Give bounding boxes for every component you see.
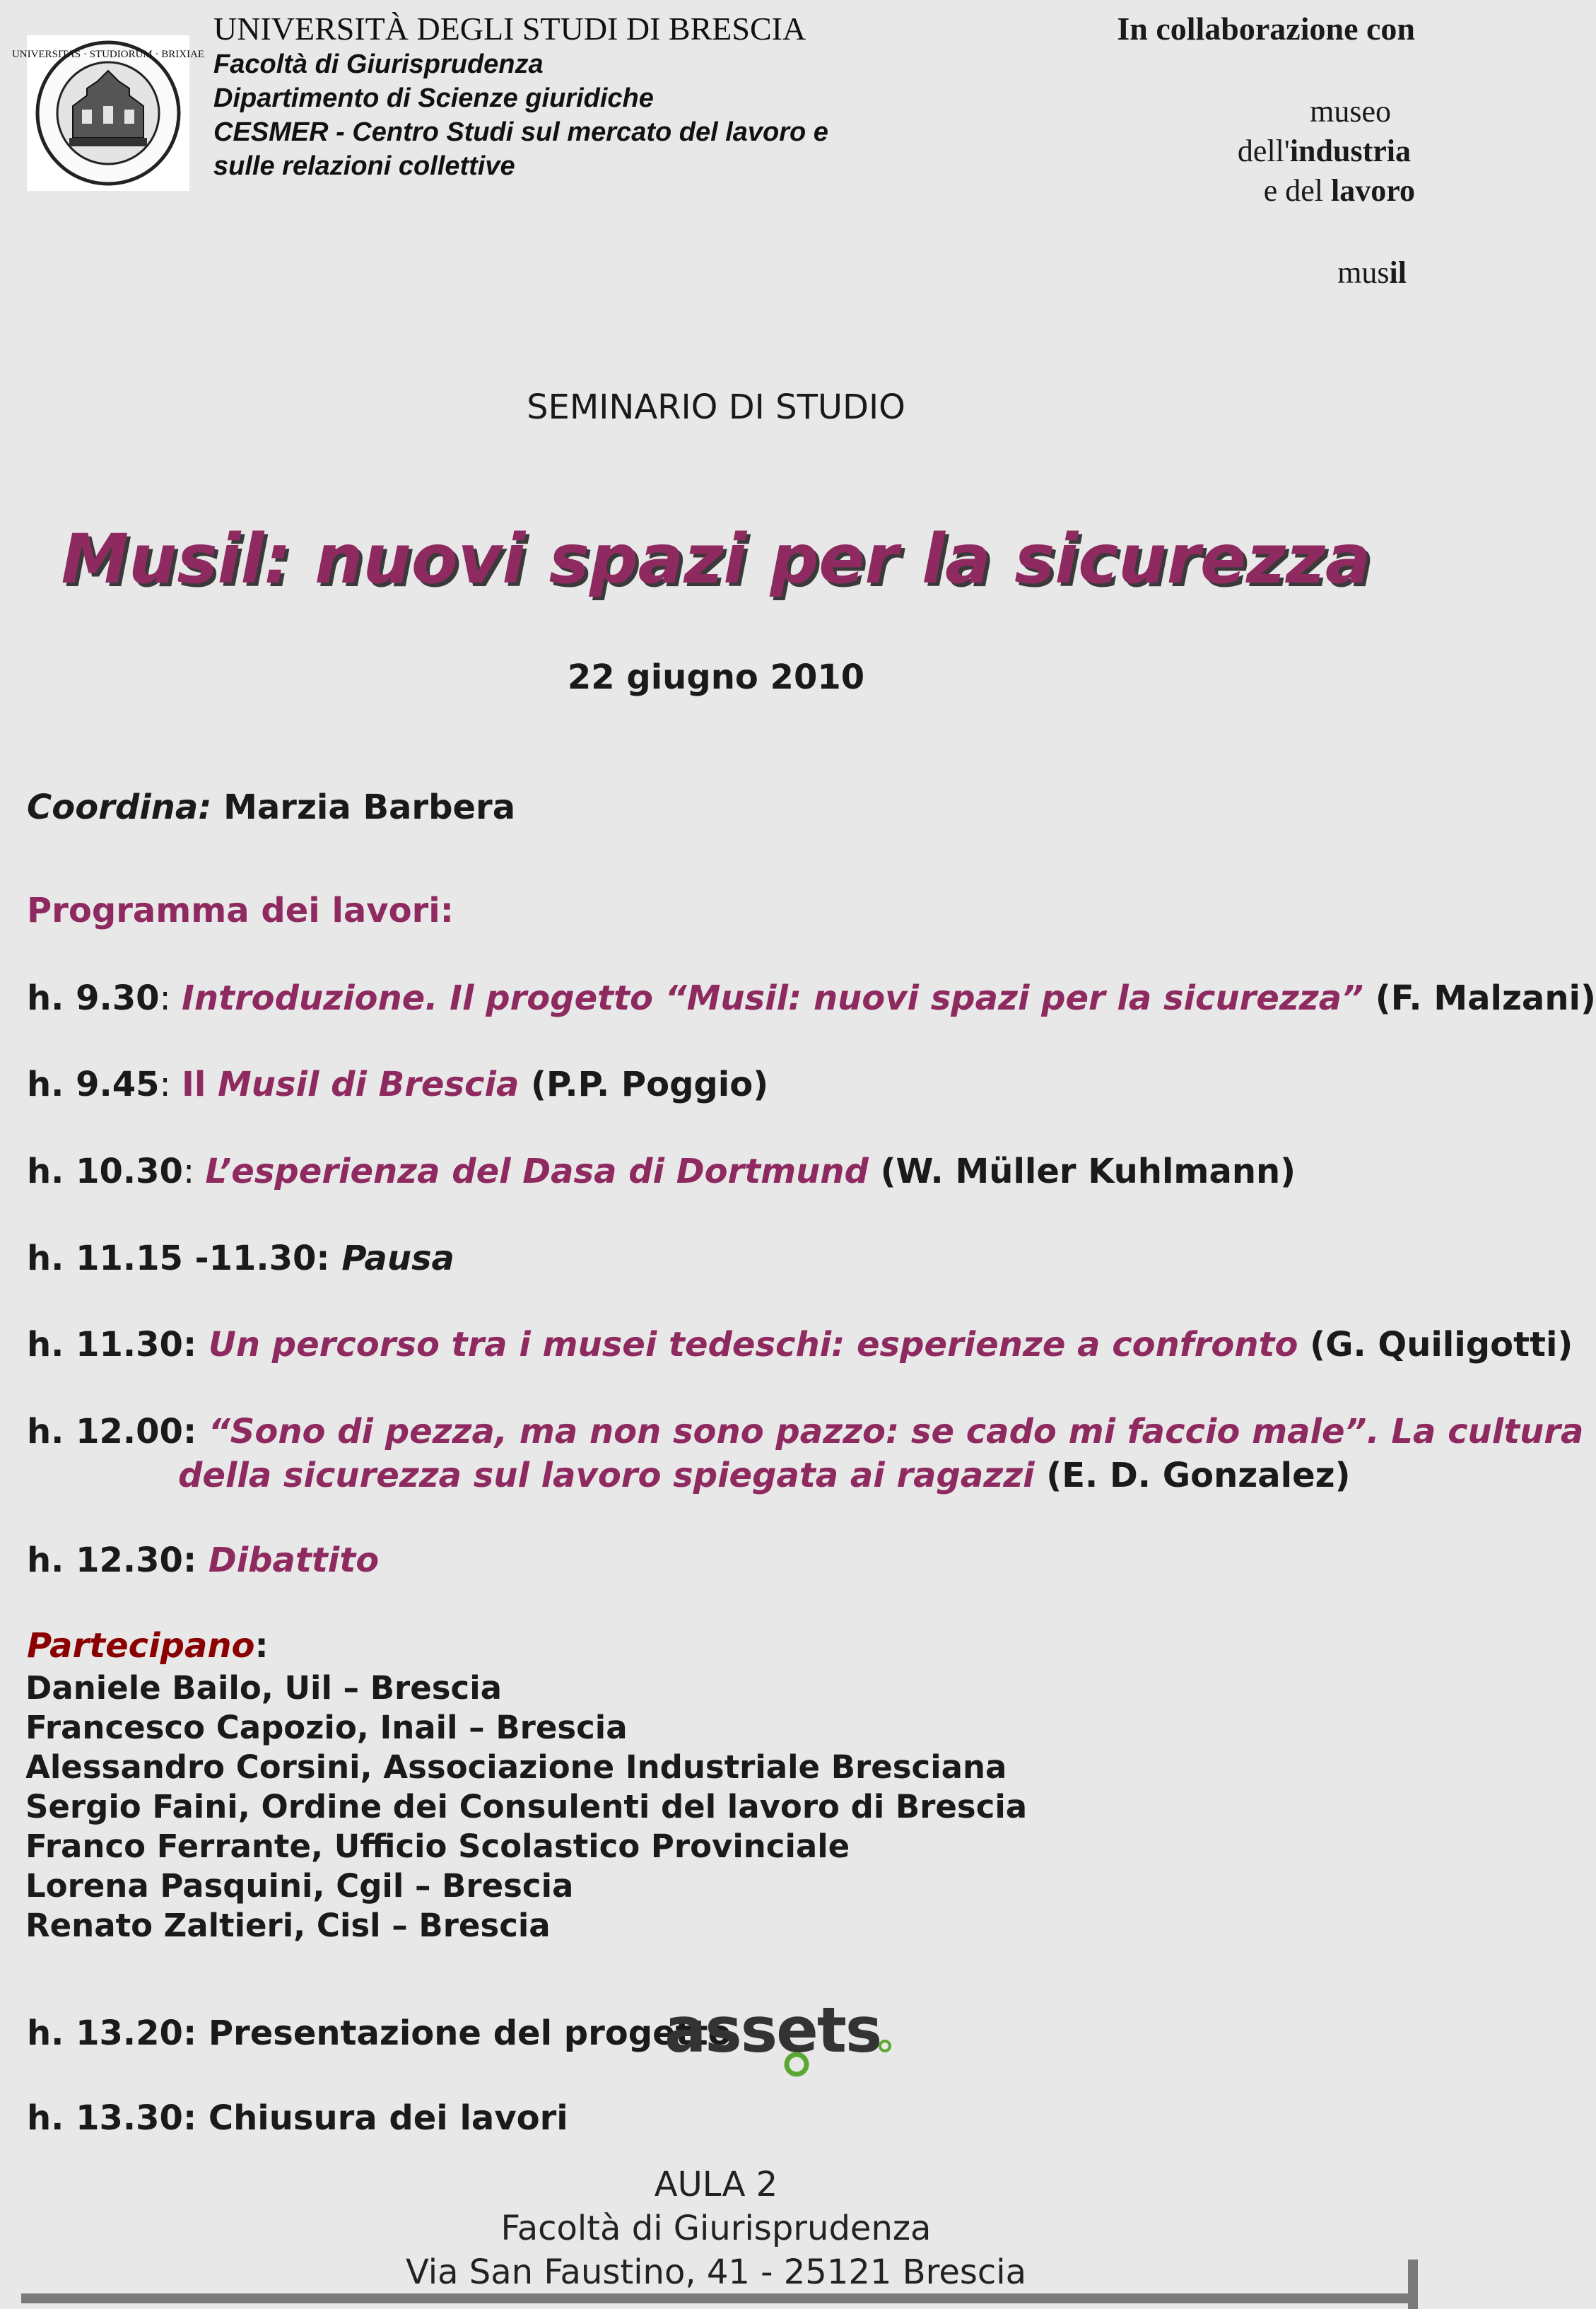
research-center-name: CESMER - Centro Studi sul mercato del lavoro e — [213, 117, 828, 147]
museum-line-3: e del lavoro — [1263, 173, 1415, 208]
coordinator: Coordina: Marzia Barbera — [27, 788, 516, 827]
assets-logo — [664, 1994, 898, 2079]
venue-address: Via San Faustino, 41 - 25121 Brescia — [405, 2252, 1026, 2292]
svg-text:assets: assets — [664, 1994, 881, 2067]
participants-label: Partecipano: — [27, 1626, 269, 1666]
university-seal-icon — [11, 39, 205, 187]
program-item: h. 11.15 -11.30: Pausa — [27, 1239, 454, 1278]
museum-line-1: museo — [1310, 94, 1391, 129]
participant: Daniele Bailo, Uil – Brescia — [25, 1669, 502, 1707]
university-seal — [11, 35, 205, 191]
participant: Alessandro Corsini, Associazione Industriale Bresciana — [25, 1748, 1007, 1786]
museum-line-2: dell'industria — [1237, 134, 1411, 168]
program-item: h. 9.45: Il Musil di Brescia (P.P. Poggio) — [27, 1065, 769, 1104]
participant: Franco Ferrante, Ufficio Scolastico Provinciale — [25, 1828, 850, 1865]
participant: Renato Zaltieri, Cisl – Brescia — [25, 1907, 551, 1944]
svg-text:UNIVERSITAS · STUDIORUM · BRIX: UNIVERSITAS · STUDIORUM · BRIXIAE — [11, 49, 205, 60]
project-presentation: h. 13.20: Presentazione del progetto — [27, 2013, 732, 2053]
program-item-cont: della sicurezza sul lavoro spiegata ai ragazzi (E. D. Gonzalez) — [178, 1456, 1351, 1495]
page-frame-shadow — [21, 2293, 1418, 2303]
assets-logo-icon — [664, 1994, 898, 2079]
program-item: h. 12.30: Dibattito — [27, 1541, 380, 1580]
event-date: 22 giugno 2010 — [567, 657, 865, 697]
program-item: h. 12.00: “Sono di pezza, ma non sono pazzo: se cado mi faccio male”. La cultura — [27, 1412, 1584, 1451]
event-kind: SEMINARIO DI STUDIO — [527, 387, 905, 427]
faculty-name: Facoltà di Giurisprudenza — [213, 49, 544, 79]
museum-short-name: musil — [1337, 255, 1407, 290]
event-title: Musil: nuovi spazi per la sicurezza — [61, 520, 1371, 599]
venue-room: AULA 2 — [654, 2165, 778, 2204]
research-center-name-cont: sulle relazioni collettive — [213, 151, 515, 181]
venue-faculty: Facoltà di Giurisprudenza — [500, 2209, 932, 2248]
participant: Sergio Faini, Ordine dei Consulenti del lavoro di Brescia — [25, 1788, 1028, 1825]
closing-time: h. 13.30: Chiusura dei lavori — [27, 2098, 568, 2138]
collaboration-label: In collaborazione con — [1117, 11, 1415, 47]
department-name: Dipartimento di Scienze giuridiche — [213, 83, 654, 113]
university-name: UNIVERSITÀ DEGLI STUDI DI BRESCIA — [213, 11, 806, 47]
program-label: Programma dei lavori: — [27, 891, 454, 930]
participant: Lorena Pasquini, Cgil – Brescia — [25, 1867, 574, 1905]
program-item: h. 11.30: Un percorso tra i musei tedeschi: esperienze a confronto (G. Quiligotti) — [27, 1325, 1573, 1364]
program-item: h. 10.30: L’esperienza del Dasa di Dortmund (W. Müller Kuhlmann) — [27, 1152, 1296, 1191]
program-item: h. 9.30: Introduzione. Il progetto “Musil: nuovi spazi per la sicurezza” (F. Malzani) — [27, 978, 1596, 1018]
participant: Francesco Capozio, Inail – Brescia — [25, 1709, 628, 1746]
